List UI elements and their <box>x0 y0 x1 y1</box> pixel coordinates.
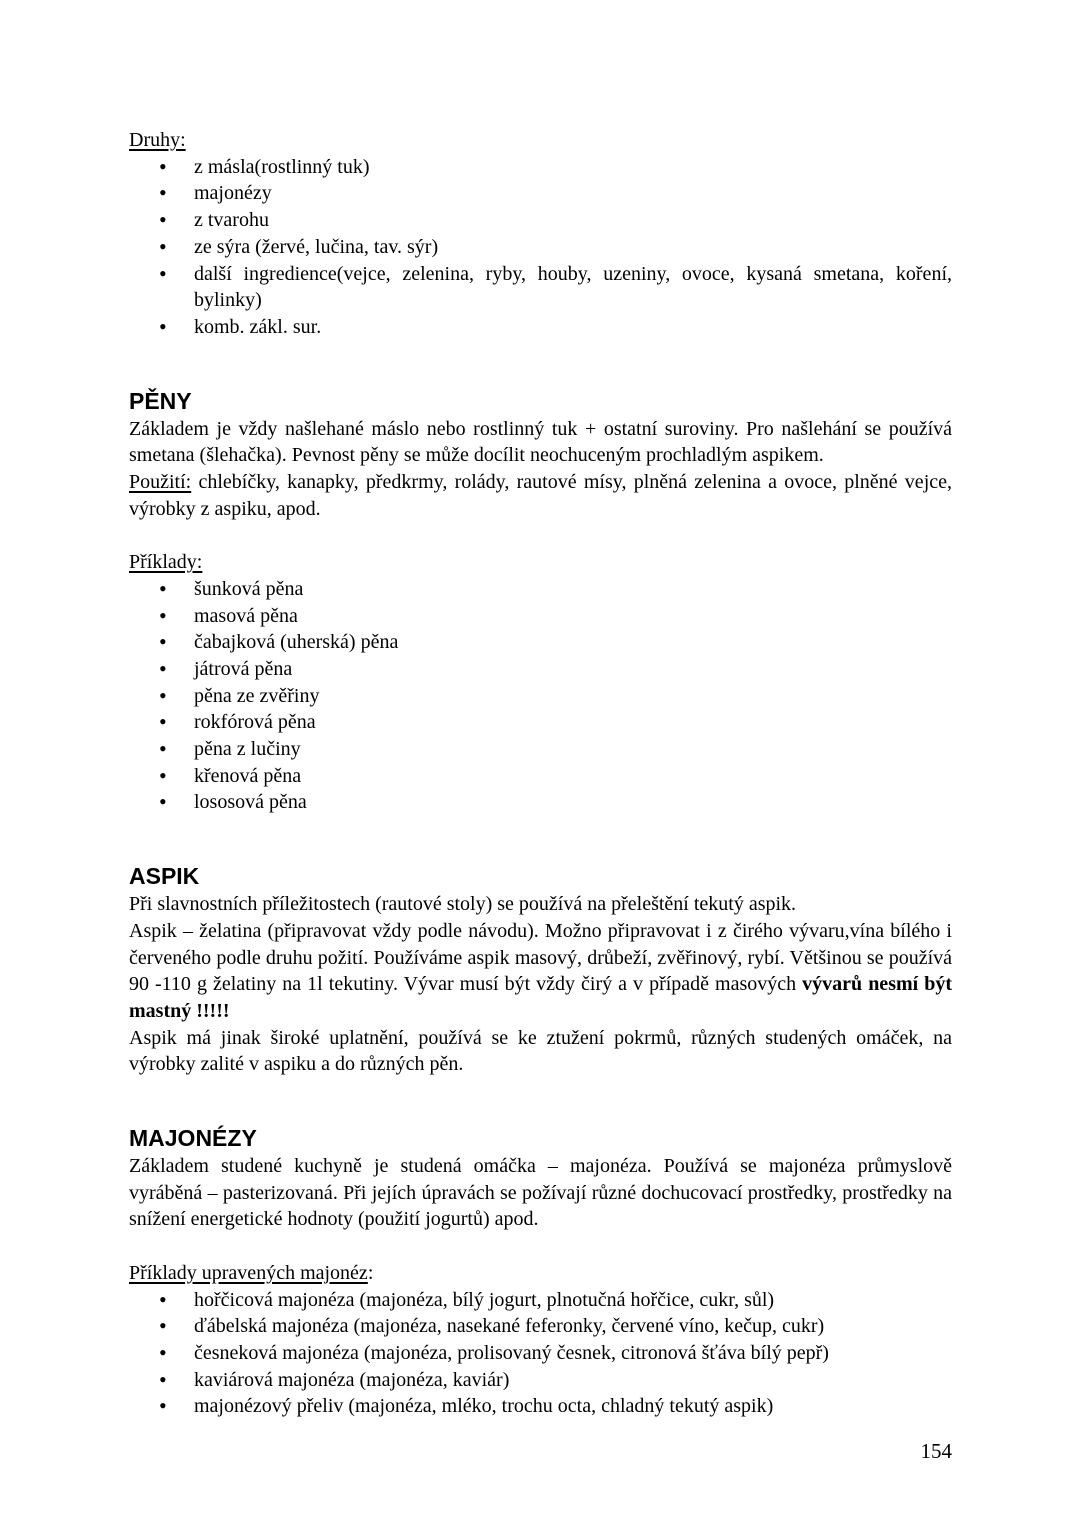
section-title-majonezy: MAJONÉZY <box>129 1125 257 1152</box>
aspik-line1: Při slavnostních příležitostech (rautové stoly) se používá na přeleštění tekutý aspik. <box>129 893 797 916</box>
peny-use <box>129 469 952 522</box>
list-item: • čabajková (uherská) pěna <box>129 629 952 656</box>
majonezy-examples-heading <box>129 1260 952 1287</box>
peny-use-label: Použití: <box>129 471 192 494</box>
list-item: • ďábelská majonéza (majonéza, nasekané feferonky, červené víno, kečup, cukr) <box>129 1313 952 1340</box>
list-item: • komb. zákl. sur. <box>129 314 952 341</box>
spacer <box>129 1233 952 1260</box>
list-item: • pěna ze zvěřiny <box>129 683 952 710</box>
druhy-heading <box>129 127 952 154</box>
list-item: • hořčicová majonéza (majonéza, bílý jogurt, plnotučná hořčice, cukr, sůl) <box>129 1287 952 1314</box>
list-item: • ze sýra (žervé, lučina, tav. sýr) <box>129 234 952 261</box>
aspik-paragraph-2: Aspik má jinak široké uplatnění, používá se ke ztužení pokrmů, různých studených omáček, na výrobky zalité v aspiku a do různých pěn. <box>129 1026 952 1076</box>
aspik-warning: vývarů nesmí být mastný !!!!! <box>129 973 952 1022</box>
peny-examples-label: Příklady: <box>129 551 203 574</box>
page-number: 154 <box>920 1439 952 1463</box>
majonezy-examples-colon: : <box>367 1261 374 1284</box>
peny-intro: Základem je vždy našlehané máslo nebo rostlinný tuk + ostatní suroviny. Pro našlehání se používá smetana (šlehačka). Pevnost pěny se může docílit neochuceným prochladlým aspikem. <box>129 417 952 467</box>
spacer <box>129 1078 952 1123</box>
list-item: • šunková pěna <box>129 576 952 603</box>
section-title-aspik: ASPIK <box>129 863 200 890</box>
list-item: • z másla(rostlinný tuk) <box>129 154 952 181</box>
list-item: • křenová pěna <box>129 763 952 790</box>
list-item: • rokfórová pěna <box>129 709 952 736</box>
list-item: • masová pěna <box>129 603 952 630</box>
aspik-paragraph-text: Aspik – želatina (připravovat vždy podle návodu). Možno připravovat i z čirého vývaru,vína bílého i červeného podle druhu požití. Používáme aspik masový, drůbeží, zvěřinový, rybí. Většinou se používá 90 -110 g želatiny na 1l tekutiny. Vývar musí být vždy čirý a v případě masových <box>129 919 952 996</box>
list-item: • majonézy <box>129 180 952 207</box>
list-item: • lososová pěna <box>129 789 952 816</box>
document-page <box>129 127 952 1420</box>
majonezy-examples-list <box>129 1287 952 1421</box>
list-item: • další ingredience(vejce, zelenina, ryby, houby, uzeniny, ovoce, kysaná smetana, koření, bylinky) <box>129 261 952 314</box>
peny-use-text: chlebíčky, kanapky, předkrmy, rolády, rautové mísy, plněná zelenina a ovoce, plněné vejce, výrobky z aspiku, apod. <box>129 471 952 520</box>
majonezy-examples-label: Příklady upravených majonéz <box>129 1261 368 1284</box>
list-item: • kaviárová majonéza (majonéza, kaviár) <box>129 1367 952 1394</box>
aspik-paragraph <box>129 918 952 1025</box>
spacer <box>129 816 952 861</box>
peny-examples-list <box>129 576 952 816</box>
druhy-list <box>129 154 952 341</box>
list-item: • játrová pěna <box>129 656 952 683</box>
spacer <box>129 522 952 549</box>
spacer <box>129 341 952 386</box>
peny-examples-heading <box>129 549 952 576</box>
druhy-heading-text: Druhy: <box>129 129 186 151</box>
list-item: • majonézový přeliv (majonéza, mléko, trochu octa, chladný tekutý aspik) <box>129 1393 952 1420</box>
majonezy-intro: Základem studené kuchyně je studená omáčka – majonéza. Používá se majonéza průmyslově vyráběná – pasterizovaná. Při jejích úpravách se požívají různé dochucovací prostředky, prostředky na snížení energetické hodnoty (použití jogurtů) apod. <box>129 1155 952 1231</box>
list-item: • z tvarohu <box>129 207 952 234</box>
section-title-peny: PĚNY <box>129 387 192 414</box>
list-item: • česneková majonéza (majonéza, prolisovaný česnek, citronová šťáva bílý pepř) <box>129 1340 952 1367</box>
list-item: • pěna z lučiny <box>129 736 952 763</box>
